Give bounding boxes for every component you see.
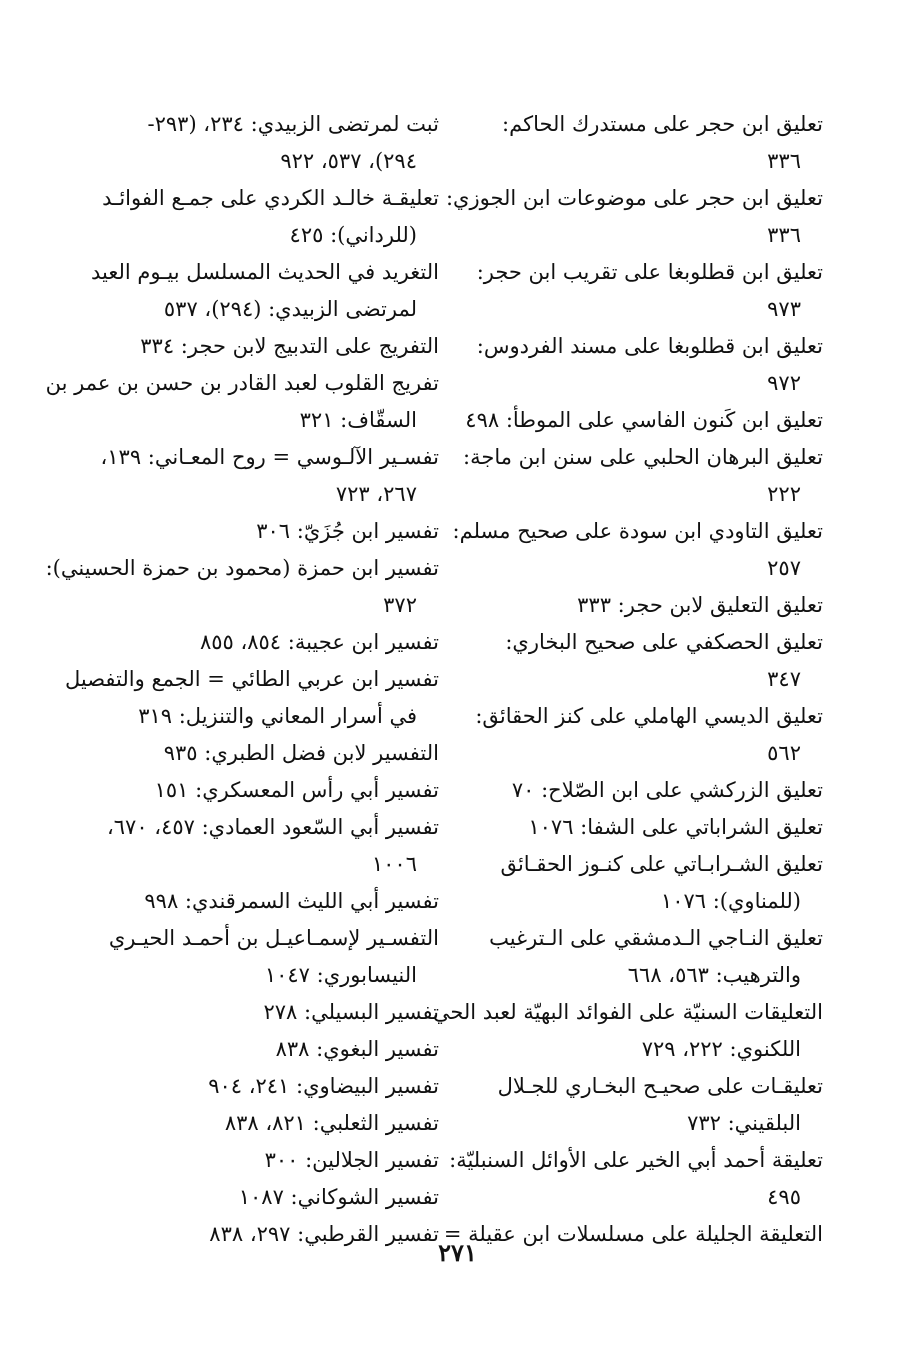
entry-title-line: تعليق النـاجي الـدمشقي على الـترغيب [489,926,823,950]
entry-title-line: تفسير أبي الليث السمرقندي: ٩٩٨ [144,889,439,913]
entry-title-line: تفريج القلوب لعبد القادر بن حسن بن عمر بن [45,371,439,395]
index-entry [461,587,823,624]
entry-continuation-line: ٢٩٤)، ٥٣٧، ٩٢٢ [280,149,417,173]
entry-title-line: تعليق الشراباتي على الشفا: ١٠٧٦ [528,815,823,839]
index-entry [461,624,823,698]
index-column-left [45,106,439,1253]
entry-title-line: تفسير البسيلي: ٢٧٨ [263,1000,439,1024]
page-number: ٢٧١ [438,1238,477,1267]
index-entry [461,402,823,439]
index-entry [77,624,439,661]
entry-continuation-line: (للمناوي): ١٠٧٦ [660,889,801,913]
index-entry [461,254,823,328]
index-entry [77,1105,439,1142]
entry-title-line: تفسير الجلالين: ٣٠٠ [264,1148,439,1172]
index-entry [77,254,439,328]
entry-continuation-line: ٣٣٦ [767,223,801,247]
index-entry [77,1068,439,1105]
entry-title-line: تعليقة أحمد أبي الخير على الأوائل السنبليّة: [449,1148,823,1172]
entry-continuation-line: ٥٦٢ [767,741,801,765]
entry-title-line: تعليق التاودي ابن سودة على صحيح مسلم: [452,519,823,543]
entry-title-line: تعليقـات على صحيـح البخـاري للجـلال [497,1074,823,1098]
entry-title-line: تفسير ابن عجيبة: ٨٥٤، ٨٥٥ [199,630,439,654]
entry-continuation-line: السقّاف: ٣٢١ [299,408,417,432]
index-entry [77,735,439,772]
index-entry [432,994,823,1068]
entry-continuation-line: ٢٦٧، ٧٢٣ [335,482,417,506]
index-entry [461,1068,823,1142]
index-entry [77,328,439,365]
index-entry [45,550,439,624]
index-entry [77,1142,439,1179]
index-entry [77,883,439,920]
entry-title-line: تعليقـة خالـد الكردي على جمـع الفوائـد [102,186,439,210]
index-entry [461,106,823,180]
index-entry [77,106,439,180]
index-entry [77,1179,439,1216]
index-entry [461,846,823,920]
index-entry [77,513,439,550]
entry-title-line: تعليق ابن قطلوبغا على تقريب ابن حجر: [476,260,823,284]
entry-continuation-line: اللكنوي: ٢٢٢، ٧٢٩ [641,1037,801,1061]
index-entry [77,439,439,513]
entry-continuation-line: البلقيني: ٧٣٢ [687,1111,801,1135]
index-entry [77,809,439,883]
index-entry [449,1142,823,1216]
index-entry [77,994,439,1031]
index-entry [77,772,439,809]
index-entry [461,920,823,994]
index-entry [461,698,823,772]
entry-title-line: تفسير البيضاوي: ٢٤١، ٩٠٤ [208,1074,439,1098]
index-entry [64,661,439,735]
entry-title-line: تفسير البغوي: ٨٣٨ [275,1037,439,1061]
entry-continuation-line: في أسرار المعاني والتنزيل: ٣١٩ [138,704,417,728]
entry-continuation-line: ٣٣٦ [767,149,801,173]
index-entry [77,920,439,994]
index-entry [445,180,823,254]
entry-title-line: التعليقات السنيّة على الفوائد البهيّة لعبد الحي [432,1000,823,1024]
entry-continuation-line: والترهيب: ٥٦٣، ٦٦٨ [627,963,801,987]
index-entry [461,809,823,846]
entry-continuation-line: لمرتضى الزبيدي: (٢٩٤)، ٥٣٧ [163,297,417,321]
entry-title-line: تعليق التعليق لابن حجر: ٣٣٣ [577,593,823,617]
entry-continuation-line: ٣٧٢ [383,593,417,617]
entry-title-line: تفسير ابن حمزة (محمود بن حمزة الحسيني): [45,556,439,580]
entry-title-line: تعليق البرهان الحلبي على سنن ابن ماجة: [463,445,823,469]
entry-continuation-line: ٤٩٥ [767,1185,801,1209]
entry-title-line: تفسير أبي السّعود العمادي: ٤٥٧، ٦٧٠، [107,815,439,839]
entry-title-line: تعليق الشـرابـاتي على كنـوز الحقـائق [500,852,823,876]
entry-title-line: التعليقة الجليلة على مسلسلات ابن عقيلة = [443,1222,823,1246]
entry-title-line: تفسير ابن جُزَيّ: ٣٠٦ [256,519,439,543]
index-entry [461,328,823,402]
index-entry [77,180,439,254]
entry-title-line: تفسير أبي رأس المعسكري: ١٥١ [154,778,439,802]
entry-title-line: تعليق ابن حجر على موضوعات ابن الجوزي: [445,186,823,210]
entry-title-line: التفسير لابن فضل الطبري: ٩٣٥ [163,741,439,765]
entry-title-line: تعليق ابن كَنون الفاسي على الموطأ: ٤٩٨ [465,408,823,432]
entry-title-line: تفسير الثعلبي: ٨٢١، ٨٣٨ [224,1111,439,1135]
entry-title-line: تفسير الشوكاني: ١٠٨٧ [238,1185,439,1209]
entry-title-line: التفسـير لإسمـاعيـل بن أحمـد الحيـري [108,926,439,950]
entry-title-line: التفريج على التدبيج لابن حجر: ٣٣٤ [140,334,439,358]
index-entry [461,772,823,809]
entry-continuation-line: ٩٧٣ [767,297,801,321]
entry-continuation-line: ٢٢٢ [767,482,801,506]
entry-continuation-line: النيسابوري: ١٠٤٧ [264,963,417,987]
entry-continuation-line: ٣٤٧ [767,667,801,691]
index-entry [461,439,823,513]
entry-continuation-line: ٢٥٧ [767,556,801,580]
entry-title-line: تعليق ابن قطلوبغا على مسند الفردوس: [476,334,823,358]
entry-title-line: تعليق الزركشي على ابن الصّلاح: ٧٠ [511,778,823,802]
entry-title-line: ثبت لمرتضى الزبيدي: ٢٣٤، (٢٩٣- [147,112,439,136]
entry-title-line: تفسير القرطبي: ٢٩٧، ٨٣٨ [209,1222,439,1246]
index-entry [452,513,823,587]
index-entry [45,365,439,439]
entry-continuation-line: ٩٧٢ [767,371,801,395]
entry-title-line: تفسـير الآلـوسي = روح المعـاني: ١٣٩، [100,445,439,469]
index-entry [77,1031,439,1068]
entry-title-line: تعليق ابن حجر على مستدرك الحاكم: [502,112,823,136]
entry-title-line: تعليق الحصكفي على صحيح البخاري: [505,630,823,654]
entry-title-line: تعليق الديسي الهاملي على كنز الحقائق: [475,704,823,728]
entry-continuation-line: (للرداني): ٤٢٥ [289,223,417,247]
entry-title-line: تفسير ابن عربي الطائي = الجمع والتفصيل [64,667,439,691]
entry-continuation-line: ١٠٠٦ [371,852,417,876]
entry-title-line: التغريد في الحديث المسلسل بيـوم العيد [91,260,439,284]
